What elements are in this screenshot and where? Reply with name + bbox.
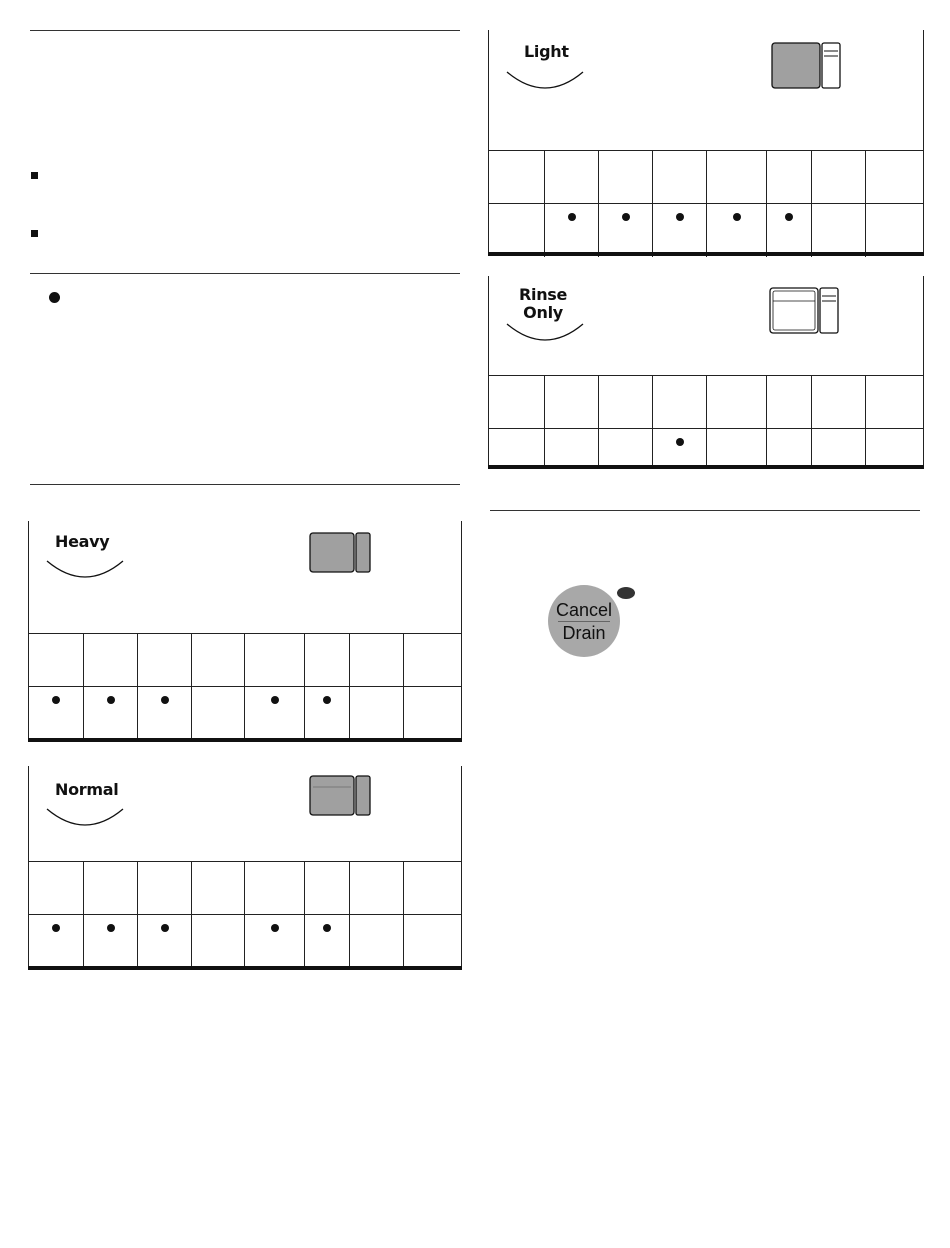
option-dot-icon	[323, 924, 331, 932]
table-cell	[652, 376, 706, 428]
table-cell	[244, 915, 304, 968]
dial-arc-icon	[45, 805, 125, 827]
table-cell	[83, 862, 137, 914]
table-cell	[304, 862, 349, 914]
table-cell	[83, 634, 137, 686]
table-cell	[29, 634, 83, 686]
cycle-label-heavy: Heavy	[55, 532, 110, 551]
option-dot-icon	[785, 213, 793, 221]
cycle-label-rinse-line2: Only	[523, 303, 563, 322]
table-cell	[191, 687, 244, 740]
table-cell	[83, 687, 137, 740]
table-cell	[191, 915, 244, 968]
table-cell	[349, 634, 403, 686]
table-cell	[706, 151, 766, 203]
table-cell	[489, 204, 544, 257]
table-cell	[489, 376, 544, 428]
table-cell	[865, 151, 923, 203]
table-cell	[811, 376, 865, 428]
section-rule-1	[30, 273, 460, 274]
table-cell	[706, 429, 766, 467]
table-cell	[766, 151, 811, 203]
table-cell	[349, 862, 403, 914]
table-cell	[29, 915, 83, 968]
cycle-panel-light	[488, 30, 924, 256]
bullet-square-2	[31, 230, 38, 237]
table-row	[29, 862, 461, 914]
cancel-drain-line2: Drain	[562, 623, 606, 643]
table-cell	[349, 915, 403, 968]
cycle-table-rinse-only	[489, 375, 923, 466]
table-cell	[811, 151, 865, 203]
table-cell	[29, 687, 83, 740]
cycle-table-light	[489, 150, 923, 256]
table-cell	[811, 429, 865, 467]
table-cell	[706, 376, 766, 428]
cycle-panel-normal	[28, 766, 462, 970]
panel-bottom-bar	[28, 738, 462, 742]
dial-arc-icon	[505, 68, 585, 90]
bullet-dot-icon	[49, 292, 60, 303]
table-cell	[137, 687, 191, 740]
cycle-table-heavy	[29, 633, 461, 739]
table-cell	[865, 429, 923, 467]
option-dot-icon	[271, 924, 279, 932]
table-row	[489, 203, 923, 257]
dial-arc-icon	[505, 320, 585, 342]
panel-bottom-bar	[28, 966, 462, 970]
section-rule-right	[490, 510, 920, 511]
cycle-panel-rinse-only	[488, 276, 924, 469]
cycle-label-rinse-line1: Rinse	[519, 285, 568, 304]
table-cell	[244, 862, 304, 914]
section-rule-2	[30, 484, 460, 485]
table-cell	[652, 429, 706, 467]
table-row	[489, 376, 923, 428]
indicator-light-icon	[617, 587, 635, 599]
option-dot-icon	[161, 924, 169, 932]
table-cell	[652, 151, 706, 203]
table-cell	[304, 687, 349, 740]
table-cell	[652, 204, 706, 257]
table-cell	[598, 376, 652, 428]
table-row	[29, 634, 461, 686]
option-dot-icon	[733, 213, 741, 221]
dial-arc-icon	[45, 557, 125, 579]
table-row	[29, 686, 461, 740]
table-cell	[191, 634, 244, 686]
option-dot-icon	[622, 213, 630, 221]
cycle-table-normal	[29, 861, 461, 967]
table-row	[29, 914, 461, 968]
option-dot-icon	[271, 696, 279, 704]
option-dot-icon	[52, 924, 60, 932]
tub-empty-icon	[769, 287, 841, 335]
option-dot-icon	[161, 696, 169, 704]
table-cell	[403, 687, 461, 740]
table-cell	[137, 915, 191, 968]
table-cell	[544, 204, 598, 257]
table-cell	[403, 634, 461, 686]
option-dot-icon	[107, 924, 115, 932]
option-dot-icon	[323, 696, 331, 704]
option-dot-icon	[107, 696, 115, 704]
table-cell	[137, 634, 191, 686]
cancel-drain-divider	[558, 621, 610, 622]
cycle-label-normal: Normal	[55, 780, 119, 799]
cancel-drain-line1: Cancel	[555, 600, 613, 620]
top-rule-left	[30, 30, 460, 31]
option-dot-icon	[52, 696, 60, 704]
cycle-panel-heavy	[28, 521, 462, 742]
table-cell	[403, 862, 461, 914]
panel-bottom-bar	[488, 465, 924, 469]
table-cell	[766, 429, 811, 467]
table-cell	[706, 204, 766, 257]
cancel-drain-button[interactable]	[548, 585, 620, 657]
table-cell	[349, 687, 403, 740]
table-cell	[489, 151, 544, 203]
bullet-square-1	[31, 172, 38, 179]
table-cell	[191, 862, 244, 914]
table-cell	[544, 429, 598, 467]
table-cell	[489, 429, 544, 467]
table-cell	[865, 204, 923, 257]
table-cell	[598, 204, 652, 257]
table-cell	[304, 634, 349, 686]
table-row	[489, 151, 923, 203]
table-cell	[544, 376, 598, 428]
table-cell	[865, 376, 923, 428]
table-cell	[29, 862, 83, 914]
table-cell	[598, 151, 652, 203]
table-cell	[766, 204, 811, 257]
tub-full-icon	[771, 42, 843, 90]
table-cell	[403, 915, 461, 968]
option-dot-icon	[676, 213, 684, 221]
table-cell	[811, 204, 865, 257]
table-cell	[544, 151, 598, 203]
tub-half-icon	[309, 775, 373, 817]
table-cell	[244, 634, 304, 686]
panel-bottom-bar	[488, 252, 924, 256]
table-cell	[244, 687, 304, 740]
table-cell	[598, 429, 652, 467]
table-cell	[137, 862, 191, 914]
cycle-label-light: Light	[524, 42, 569, 61]
table-cell	[766, 376, 811, 428]
table-row	[489, 428, 923, 467]
option-dot-icon	[568, 213, 576, 221]
cycle-label-rinse-only	[519, 286, 567, 322]
table-cell	[304, 915, 349, 968]
tub-filled-icon	[309, 532, 373, 574]
table-cell	[83, 915, 137, 968]
option-dot-icon	[676, 438, 684, 446]
